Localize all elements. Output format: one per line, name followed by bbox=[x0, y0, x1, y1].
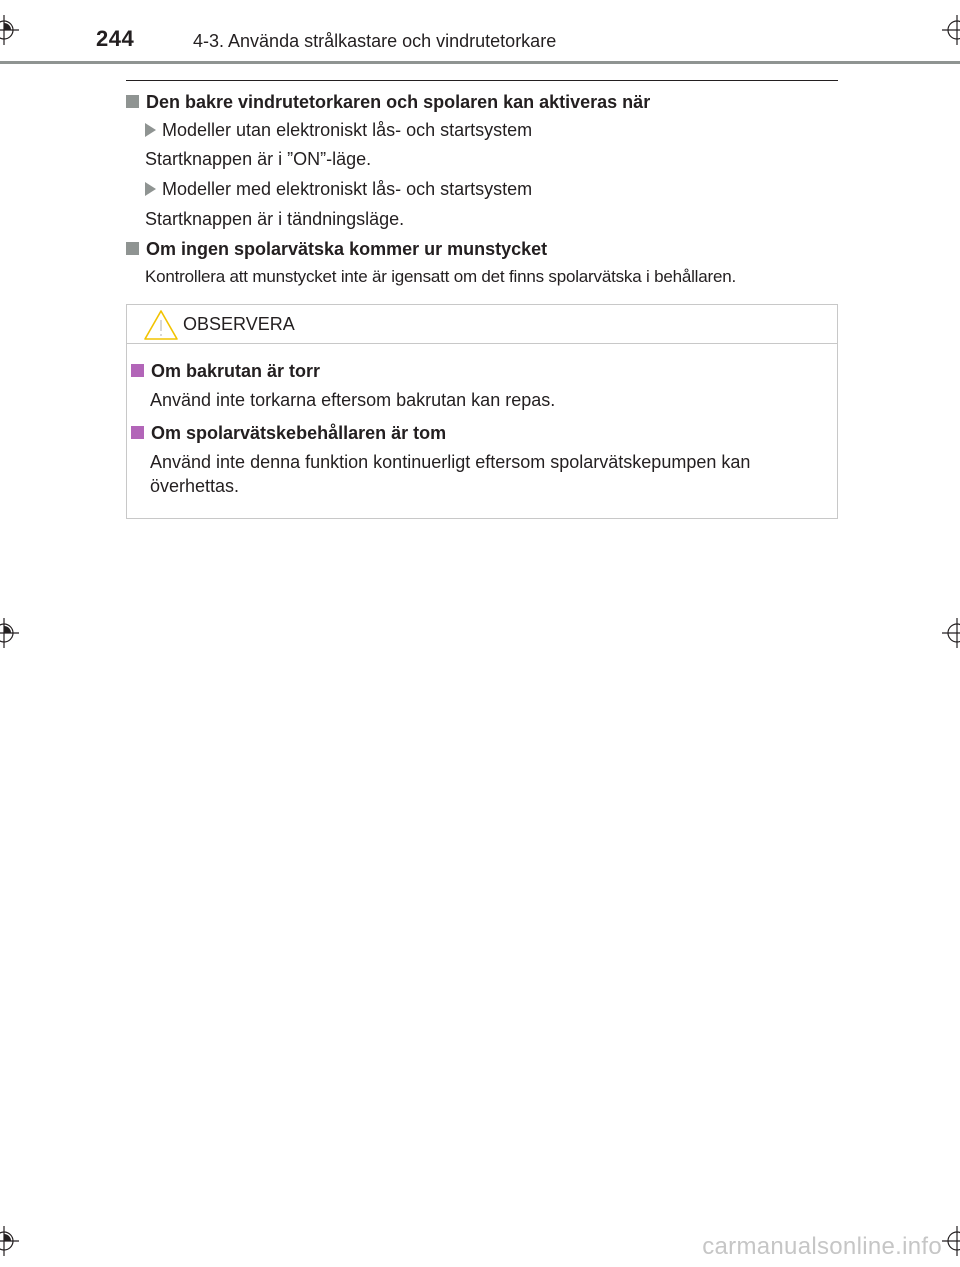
section-heading-text: Om ingen spolarvätska kommer ur munstycket bbox=[146, 239, 548, 259]
notice-header bbox=[127, 305, 837, 344]
model-bullet-text: Modeller utan elektroniskt lås- och startsystem bbox=[162, 120, 533, 140]
notice-title: OBSERVERA bbox=[183, 314, 295, 334]
registration-mark-top-right bbox=[942, 15, 960, 45]
notice-heading-text: Om spolarvätskebehållaren är tom bbox=[151, 423, 447, 443]
triangle-bullet-icon bbox=[145, 123, 156, 137]
notice-box bbox=[126, 304, 838, 519]
body-text-ignition-mode: Startknappen är i tändningsläge. bbox=[145, 209, 405, 229]
square-bullet-icon bbox=[126, 95, 139, 108]
header-rule bbox=[0, 61, 960, 64]
section-heading-text: Den bakre vindrutetorkaren och spolaren kan aktiveras när bbox=[146, 92, 651, 112]
registration-mark-bottom-left bbox=[0, 1226, 19, 1256]
notice-heading-empty-reservoir bbox=[131, 423, 446, 444]
notice-heading-dry-rear-window bbox=[131, 361, 320, 382]
warning-triangle-icon bbox=[143, 309, 179, 341]
registration-mark-middle-right bbox=[942, 618, 960, 648]
notice-text-dry-rear-window: Använd inte torkarna eftersom bakrutan kan repas. bbox=[150, 390, 556, 410]
triangle-bullet-icon bbox=[145, 182, 156, 196]
model-bullet-with-smart-key bbox=[145, 179, 532, 200]
square-bullet-icon bbox=[131, 426, 144, 439]
chapter-title: 4-3. Använda strålkastare och vindrutetorkare bbox=[193, 31, 557, 51]
watermark: carmanualsonline.info bbox=[702, 1233, 942, 1260]
model-bullet-text: Modeller med elektroniskt lås- och startsystem bbox=[162, 179, 533, 199]
registration-mark-middle-left bbox=[0, 618, 19, 648]
registration-mark-bottom-right bbox=[942, 1226, 960, 1256]
section-heading-no-washer-fluid bbox=[126, 239, 547, 260]
notice-heading-text: Om bakrutan är torr bbox=[151, 361, 321, 381]
content-top-rule bbox=[126, 80, 838, 81]
notice-text-empty-reservoir: Använd inte denna funktion kontinuerligt eftersom spolarvätskepumpen kan överhettas. bbox=[150, 452, 751, 496]
registration-mark-top-left bbox=[0, 15, 19, 45]
model-bullet-without-smart-key bbox=[145, 120, 532, 141]
square-bullet-icon bbox=[126, 242, 139, 255]
section-heading-rear-wiper-activation bbox=[126, 92, 650, 113]
body-text-on-mode: Startknappen är i ”ON”-läge. bbox=[145, 149, 372, 169]
body-text-check-nozzle: Kontrollera att munstycket inte är igensatt om det finns spolarvätska i behållaren. bbox=[145, 267, 736, 286]
page-number: 244 bbox=[96, 26, 135, 51]
square-bullet-icon bbox=[131, 364, 144, 377]
